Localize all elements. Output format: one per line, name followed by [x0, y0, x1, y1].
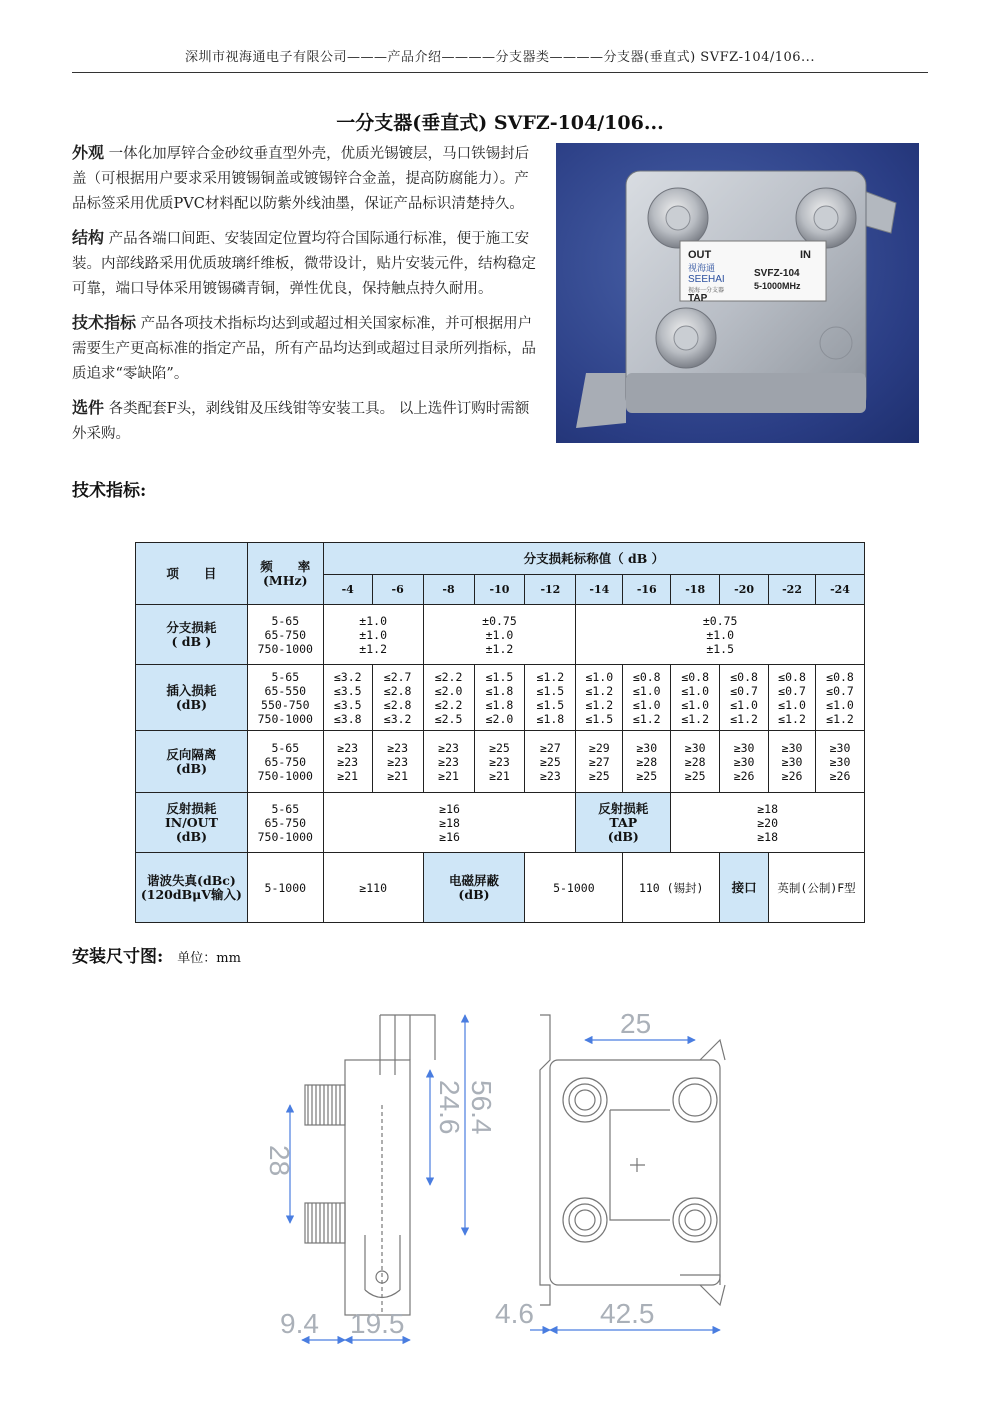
table-cell: ≥29 ≥27 ≥25: [576, 731, 623, 793]
intro-section: [72, 140, 542, 455]
label-brand-en: SEEHAI: [688, 274, 725, 285]
table-cell: ≤1.0 ≤1.2 ≤1.2 ≤1.5: [576, 665, 623, 731]
front-view: [540, 1015, 725, 1305]
dimension-drawing: [240, 985, 760, 1360]
distortion-freq: 5-1000: [247, 853, 323, 923]
dim-42-5: 42.5: [600, 1298, 655, 1329]
label-model: SVFZ-104: [754, 268, 800, 279]
return-loss-label: [136, 793, 248, 853]
dim-25: 25: [620, 1008, 652, 1039]
splitter-photo-illustration: [556, 143, 919, 443]
header-freq: [247, 543, 323, 605]
table-cell: ≤1.2 ≤1.5 ≤1.5 ≤1.8: [525, 665, 576, 731]
row-label: 插入损耗: [166, 682, 217, 698]
port-value: 英制(公制)F型: [769, 853, 865, 923]
intro-text: 产品各项技术指标均达到或超过相关国家标准，并可根据用户需要生产更高标准的指定产品，所有产品均达到或超过目录所列指标，品质追求“零缺陷”。: [72, 316, 536, 382]
table-cell: ≥23 ≥23 ≥21: [423, 731, 474, 793]
row-unit: (dB): [607, 828, 639, 844]
page-header: 深圳市视海通电子有限公司———产品介绍————分支器类————分支器(垂直式) SVFZ-104/106...: [72, 46, 928, 73]
row-label: 反射损耗: [598, 800, 649, 816]
table-cell: ≥27 ≥25 ≥23: [525, 731, 576, 793]
intro-structure: [72, 225, 542, 302]
tap-col: -12: [525, 575, 576, 605]
tap-loss-group3: ±0.75 ±1.0 ±1.5: [576, 605, 865, 665]
table-cell: ≤1.5 ≤1.8 ≤1.8 ≤2.0: [474, 665, 525, 731]
intro-label: 技术指标: [72, 313, 137, 332]
row-label: 电磁屏蔽: [448, 872, 499, 888]
table-cell: ≤2.2 ≤2.0 ≤2.2 ≤2.5: [423, 665, 474, 731]
dim-28: 28: [264, 1145, 295, 1177]
distortion-value: ≥110: [323, 853, 423, 923]
table-cell: ≥23 ≥23 ≥21: [372, 731, 423, 793]
row-tap-loss: [136, 605, 865, 665]
dimension-heading-text: 安装尺寸图:: [72, 947, 164, 967]
row-label: 反射损耗: [166, 800, 217, 816]
tap-col: -16: [623, 575, 671, 605]
intro-text: 一体化加厚锌合金砂纹垂直型外壳，优质光锡镀层，马口铁锡封后盖（可根据用户要求采用镀锡铜盖或镀锡锌合金盖，提高防腐能力）。产品标签采用优质PVC材料配以防紫外线油墨，保证产品标识清楚持久。: [72, 146, 530, 212]
dimension-heading: [72, 942, 241, 967]
intro-options: [72, 395, 542, 447]
insertion-freq: 5-65 65-550 550-750 750-1000: [247, 665, 323, 731]
row-sub: (120dBμV输入): [140, 886, 242, 902]
header-item: 项 目: [136, 543, 248, 605]
table-cell: ≤0.8 ≤0.7 ≤1.0 ≤1.2: [769, 665, 816, 731]
tap-loss-freq: 5-65 65-750 750-1000: [247, 605, 323, 665]
insertion-label: [136, 665, 248, 731]
label-freq: 5-1000MHz: [754, 281, 801, 291]
row-isolation: [136, 731, 865, 793]
return-loss-tap-label: [576, 793, 671, 853]
tap-loss-group2: ±0.75 ±1.0 ±1.2: [423, 605, 576, 665]
row-label: 谐波失真(dBc): [147, 872, 236, 888]
table-header-row: [136, 543, 865, 575]
table-cell: ≥23 ≥23 ≥21: [323, 731, 372, 793]
tap-loss-group1: ±1.0 ±1.0 ±1.2: [323, 605, 423, 665]
table-cell: ≥30 ≥30 ≥26: [769, 731, 816, 793]
spec-table: [135, 542, 865, 923]
row-unit: (dB): [175, 828, 207, 844]
intro-label: 外观: [72, 143, 105, 162]
row-unit: ( dB ): [171, 633, 212, 649]
dimension-labels: [264, 1008, 655, 1339]
table-cell: ≥30 ≥28 ≥25: [623, 731, 671, 793]
dim-9-4: 9.4: [280, 1308, 319, 1339]
row-label: 反向隔离: [166, 746, 217, 762]
row-label2: TAP: [609, 814, 638, 830]
tap-col: -6: [372, 575, 423, 605]
intro-label: 结构: [72, 228, 105, 247]
dimension-unit: 单位：mm: [177, 951, 241, 966]
table-cell: ≤0.8 ≤1.0 ≤1.0 ≤1.2: [623, 665, 671, 731]
side-view: [305, 1015, 435, 1315]
spec-heading: 技术指标:: [72, 481, 147, 501]
row-label2: IN/OUT: [164, 814, 218, 830]
table-cell: ≥30 ≥30 ≥26: [816, 731, 865, 793]
shield-value: 110 (锡封): [623, 853, 720, 923]
table-cell: ≤0.8 ≤0.7 ≤1.0 ≤1.2: [816, 665, 865, 731]
intro-label: 选件: [72, 398, 105, 417]
dimension-lines: [290, 1015, 720, 1340]
table-cell: ≥30 ≥30 ≥26: [720, 731, 769, 793]
label-out: OUT: [688, 249, 712, 261]
distortion-label: [136, 853, 248, 923]
label-tap: TAP: [688, 293, 708, 304]
page-title: 一分支器(垂直式) SVFZ-104/106...: [336, 112, 664, 134]
tap-col: -10: [474, 575, 525, 605]
product-photo: [556, 143, 919, 443]
tap-col: -4: [323, 575, 372, 605]
tap-col: -18: [671, 575, 720, 605]
dim-4-6: 4.6: [495, 1298, 534, 1329]
intro-text: 产品各端口间距、安装固定位置均符合国际通行标准，便于施工安装。内部线路采用优质玻璃纤维板，微带设计，贴片安装元件，结构稳定可靠，端口导体采用镀锡磷青铜，弹性优良，保持触点持久耐用。: [72, 231, 536, 297]
tap-loss-label: [136, 605, 248, 665]
return-loss-freq: 5-65 65-750 750-1000: [247, 793, 323, 853]
shield-label: [423, 853, 525, 923]
shield-freq: 5-1000: [525, 853, 623, 923]
tap-col: -24: [816, 575, 865, 605]
row-label: 分支损耗: [166, 619, 217, 635]
row-unit: (dB): [458, 886, 490, 902]
tap-col: -22: [769, 575, 816, 605]
row-insertion: [136, 665, 865, 731]
header-freq-unit: (MHz): [263, 572, 308, 588]
dim-19-5: 19.5: [350, 1308, 405, 1339]
table-cell: ≤0.8 ≤0.7 ≤1.0 ≤1.2: [720, 665, 769, 731]
intro-text: 各类配套F头，剥线钳及压线钳等安装工具。 以上选件订购时需额外采购。: [72, 401, 530, 442]
tap-col: -14: [576, 575, 623, 605]
tap-col: -20: [720, 575, 769, 605]
intro-spec: [72, 310, 542, 387]
row-unit: (dB): [175, 696, 207, 712]
port-label: 接口: [720, 853, 769, 923]
return-loss-tap-value: ≥18 ≥20 ≥18: [671, 793, 865, 853]
header-tap-value: 分支损耗标称值（ dB ）: [323, 543, 864, 575]
dim-24-6: 24.6: [434, 1080, 465, 1135]
intro-appearance: [72, 140, 542, 217]
dim-56-4: 56.4: [466, 1080, 497, 1135]
table-cell: ≥30 ≥28 ≥25: [671, 731, 720, 793]
isolation-freq: 5-65 65-750 750-1000: [247, 731, 323, 793]
header-freq-label: 频 率: [260, 558, 311, 574]
return-loss-value: ≥16 ≥18 ≥16: [323, 793, 576, 853]
table-cell: ≤0.8 ≤1.0 ≤1.0 ≤1.2: [671, 665, 720, 731]
row-return-loss: [136, 793, 865, 853]
isolation-label: [136, 731, 248, 793]
table-cell: ≤2.7 ≤2.8 ≤2.8 ≤3.2: [372, 665, 423, 731]
table-cell: ≤3.2 ≤3.5 ≤3.5 ≤3.8: [323, 665, 372, 731]
dimension-drawing-svg: [240, 985, 760, 1360]
row-unit: (dB): [175, 760, 207, 776]
tap-col: -8: [423, 575, 474, 605]
table-cell: ≥25 ≥23 ≥21: [474, 731, 525, 793]
row-bottom: [136, 853, 865, 923]
label-in: IN: [800, 249, 811, 261]
label-brand-cn: 视海通: [688, 263, 716, 273]
label-brand-sub: 视海一分支器: [688, 288, 725, 294]
